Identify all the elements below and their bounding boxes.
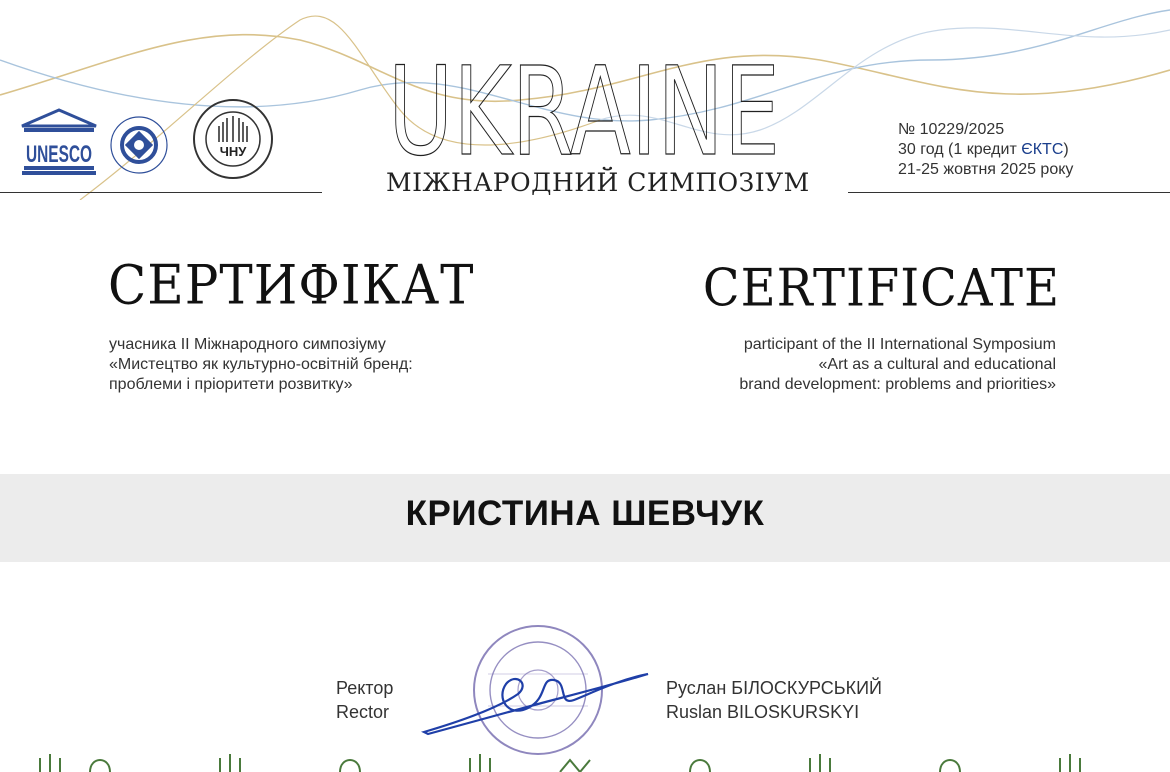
description-en — [739, 335, 1056, 395]
description-uk-line: проблеми і пріоритети розвитку» — [109, 376, 353, 393]
event-dates: 21-25 жовтня 2025 року — [898, 161, 1074, 178]
unesco-logo-icon — [20, 108, 98, 176]
credit-hours: 30 год (1 кредит ЄКТС) — [898, 141, 1069, 158]
description-en-line: participant of the II International Symposium — [743, 336, 1056, 353]
signatory-name-en: Ruslan BILOSKURSKYI — [666, 702, 860, 722]
signatory-name-uk: Руслан БІЛОСКУРСЬКИЙ — [666, 678, 882, 698]
description-en-line: brand development: problems and priorities» — [739, 376, 1056, 393]
unesco-logo-text: UNESCO — [26, 141, 92, 168]
recipient-name: КРИСТИНА ШЕВЧУК — [405, 494, 765, 533]
description-uk-line: «Мистецтво як культурно-освітній бренд: — [109, 356, 413, 373]
university-logo-text: ЧНУ — [219, 144, 247, 159]
signatory-role — [336, 676, 393, 724]
bottom-ornament-icon — [0, 748, 1170, 772]
symposium-title — [386, 52, 782, 162]
description-en-line: «Art as a cultural and educational — [818, 356, 1056, 373]
university-logo-icon — [192, 98, 274, 180]
certificate-meta — [898, 120, 1073, 180]
ects-label: ЄКТС — [1021, 141, 1064, 158]
svg-text:UKRAINE: UKRAINE — [388, 52, 780, 162]
signatory-role-en: Rector — [336, 702, 390, 722]
certificate-title-uk: СЕРТИФІКАТ — [108, 254, 475, 317]
official-seal-icon — [418, 622, 668, 762]
symposium-subtitle: МІЖНАРОДНИЙ СИМПОЗІУМ — [386, 168, 810, 197]
description-uk — [109, 335, 413, 395]
signatory-role-uk: Ректор — [336, 678, 394, 698]
description-uk-line: учасника ІІ Міжнародного симпозіуму — [109, 336, 386, 353]
signature-icon — [424, 674, 648, 734]
signatory-name — [666, 676, 882, 724]
header-rule-left — [0, 192, 322, 193]
world-heritage-icon — [108, 114, 170, 176]
certificate-title-en: CERTIFICATE — [702, 258, 1060, 319]
certificate-number: № 10229/2025 — [898, 121, 1005, 138]
header-rule-right — [848, 192, 1170, 193]
